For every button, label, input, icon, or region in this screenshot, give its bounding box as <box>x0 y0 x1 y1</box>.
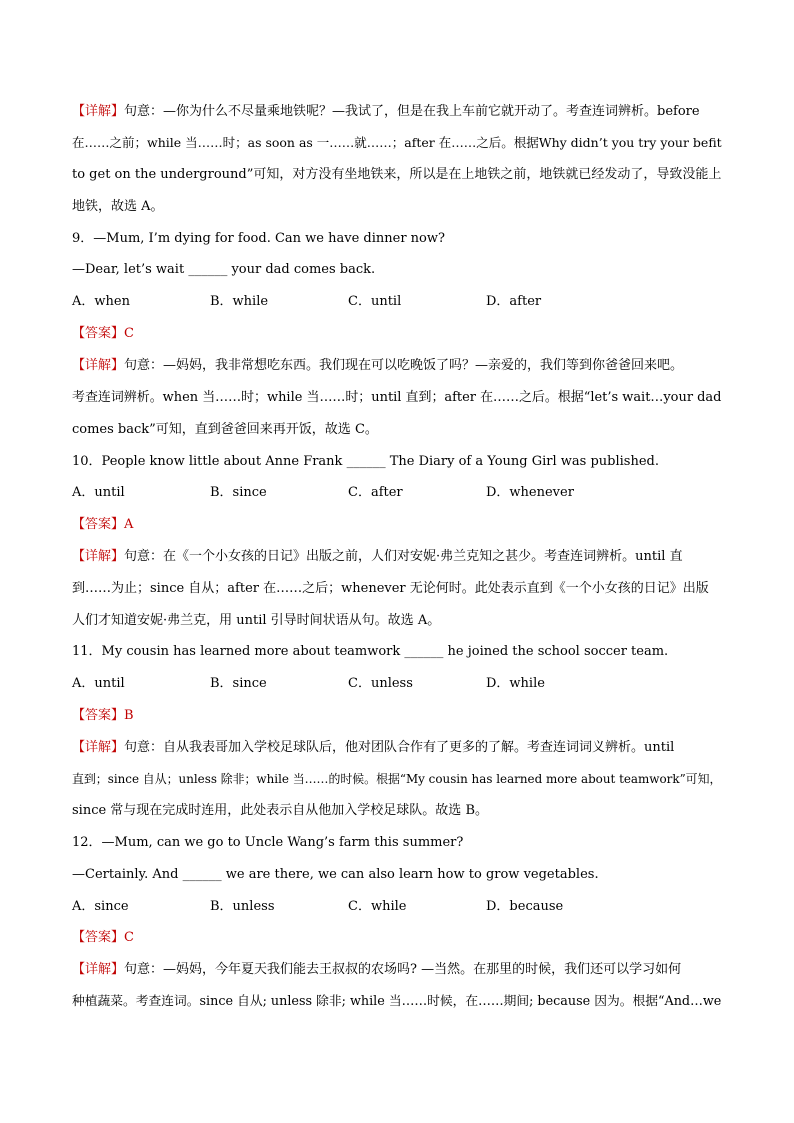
detail-line: 【详解】句意：—你为什么不尽量乘地铁呢？—我试了，但是在我上车前它就开动了。考查连词辨析。before <box>72 104 700 119</box>
options-row <box>72 485 624 501</box>
detail-line: 到……为止；since 自从；after 在……之后；whenever 无论何时。此处表示直到《一个小女孩的日记》出版 <box>72 581 709 596</box>
option-a: A．until <box>72 485 125 500</box>
detail-line: 地铁，故选 A。 <box>72 199 164 214</box>
options-row <box>72 899 624 915</box>
option-d: D．because <box>486 899 564 914</box>
detail-line: 【详解】句意：自从我表哥加入学校足球队后，他对团队合作有了更多的了解。考查连词词义辨析。until <box>72 740 675 755</box>
option-a: A．since <box>72 899 129 914</box>
detail-line: comes back”可知，直到爸爸回来再开饭，故选 C。 <box>72 422 378 437</box>
question-stem: 12．—Mum, can we go to Uncle Wang’s farm this summer? <box>72 835 464 850</box>
detail-line: 考查连词辨析。when 当……时；while 当……时；until 直到；after 在……之后。根据“let’s wait…your dad <box>72 390 722 405</box>
options-row <box>72 294 624 310</box>
detail-line: to get on the underground”可知，对方没有坐地铁来，所以是在上地铁之前，地铁就已经发动了，导致没能上 <box>72 167 722 182</box>
detail-line: 【详解】句意：在《一个小女孩的日记》出版之前，人们对安妮·弗兰克知之甚少。考查连词辨析。until 直 <box>72 549 683 564</box>
detail-line: 在……之前；while 当……时；as soon as 一……就……；after 在……之后。根据Why didn’t you try your befit <box>72 135 722 150</box>
option-b: B．unless <box>210 899 275 914</box>
answer-line: 【答案】B <box>72 708 134 723</box>
question-stem: —Dear, let’s wait ______ your dad comes back. <box>72 262 376 277</box>
detail-line: 种植蔬菜。考查连词。since 自从; unless 除非; while 当……时候，在……期间; because 因为。根据“And…we <box>72 994 722 1009</box>
option-c: C．after <box>348 485 403 500</box>
option-b: B．while <box>210 294 269 309</box>
option-d: D．whenever <box>486 485 574 500</box>
question-stem: 10．People know little about Anne Frank ______ The Diary of a Young Girl was published. <box>72 454 659 469</box>
answer-line: 【答案】C <box>72 930 134 945</box>
option-d: D．after <box>486 294 542 309</box>
option-c: C．unless <box>348 676 413 691</box>
option-b: B．since <box>210 676 267 691</box>
option-c: C．until <box>348 294 402 309</box>
options-row <box>72 676 624 692</box>
answer-line: 【答案】A <box>72 517 134 532</box>
answer-line: 【答案】C <box>72 326 134 341</box>
detail-line: 人们才知道安妮·弗兰克，用 until 引导时间状语从句。故选 A。 <box>72 613 441 628</box>
question-stem: —Certainly. And ______ we are there, we can also learn how to grow vegetables. <box>72 867 599 882</box>
option-a: A．when <box>72 294 130 309</box>
detail-line: 【详解】句意：—妈妈，今年夏天我们能去王叔叔的农场吗? —当然。在那里的时候，我们还可以学习如何 <box>72 962 682 977</box>
option-d: D．while <box>486 676 545 691</box>
option-b: B．since <box>210 485 267 500</box>
detail-line: 【详解】句意：—妈妈，我非常想吃东西。我们现在可以吃晚饭了吗？—亲爱的，我们等到你爸爸回来吧。 <box>72 358 684 373</box>
option-a: A．until <box>72 676 125 691</box>
detail-line: since 常与现在完成时连用，此处表示自从他加入学校足球队。故选 B。 <box>72 803 488 818</box>
detail-line: 直到；since 自从；unless 除非；while 当……的时候。根据“My cousin has learned more about teamwork”可知， <box>72 772 722 786</box>
option-c: C．while <box>348 899 407 914</box>
question-stem: 11．My cousin has learned more about teamwork ______ he joined the school soccer team. <box>72 644 669 659</box>
question-stem: 9．—Mum, I’m dying for food. Can we have dinner now? <box>72 231 445 246</box>
